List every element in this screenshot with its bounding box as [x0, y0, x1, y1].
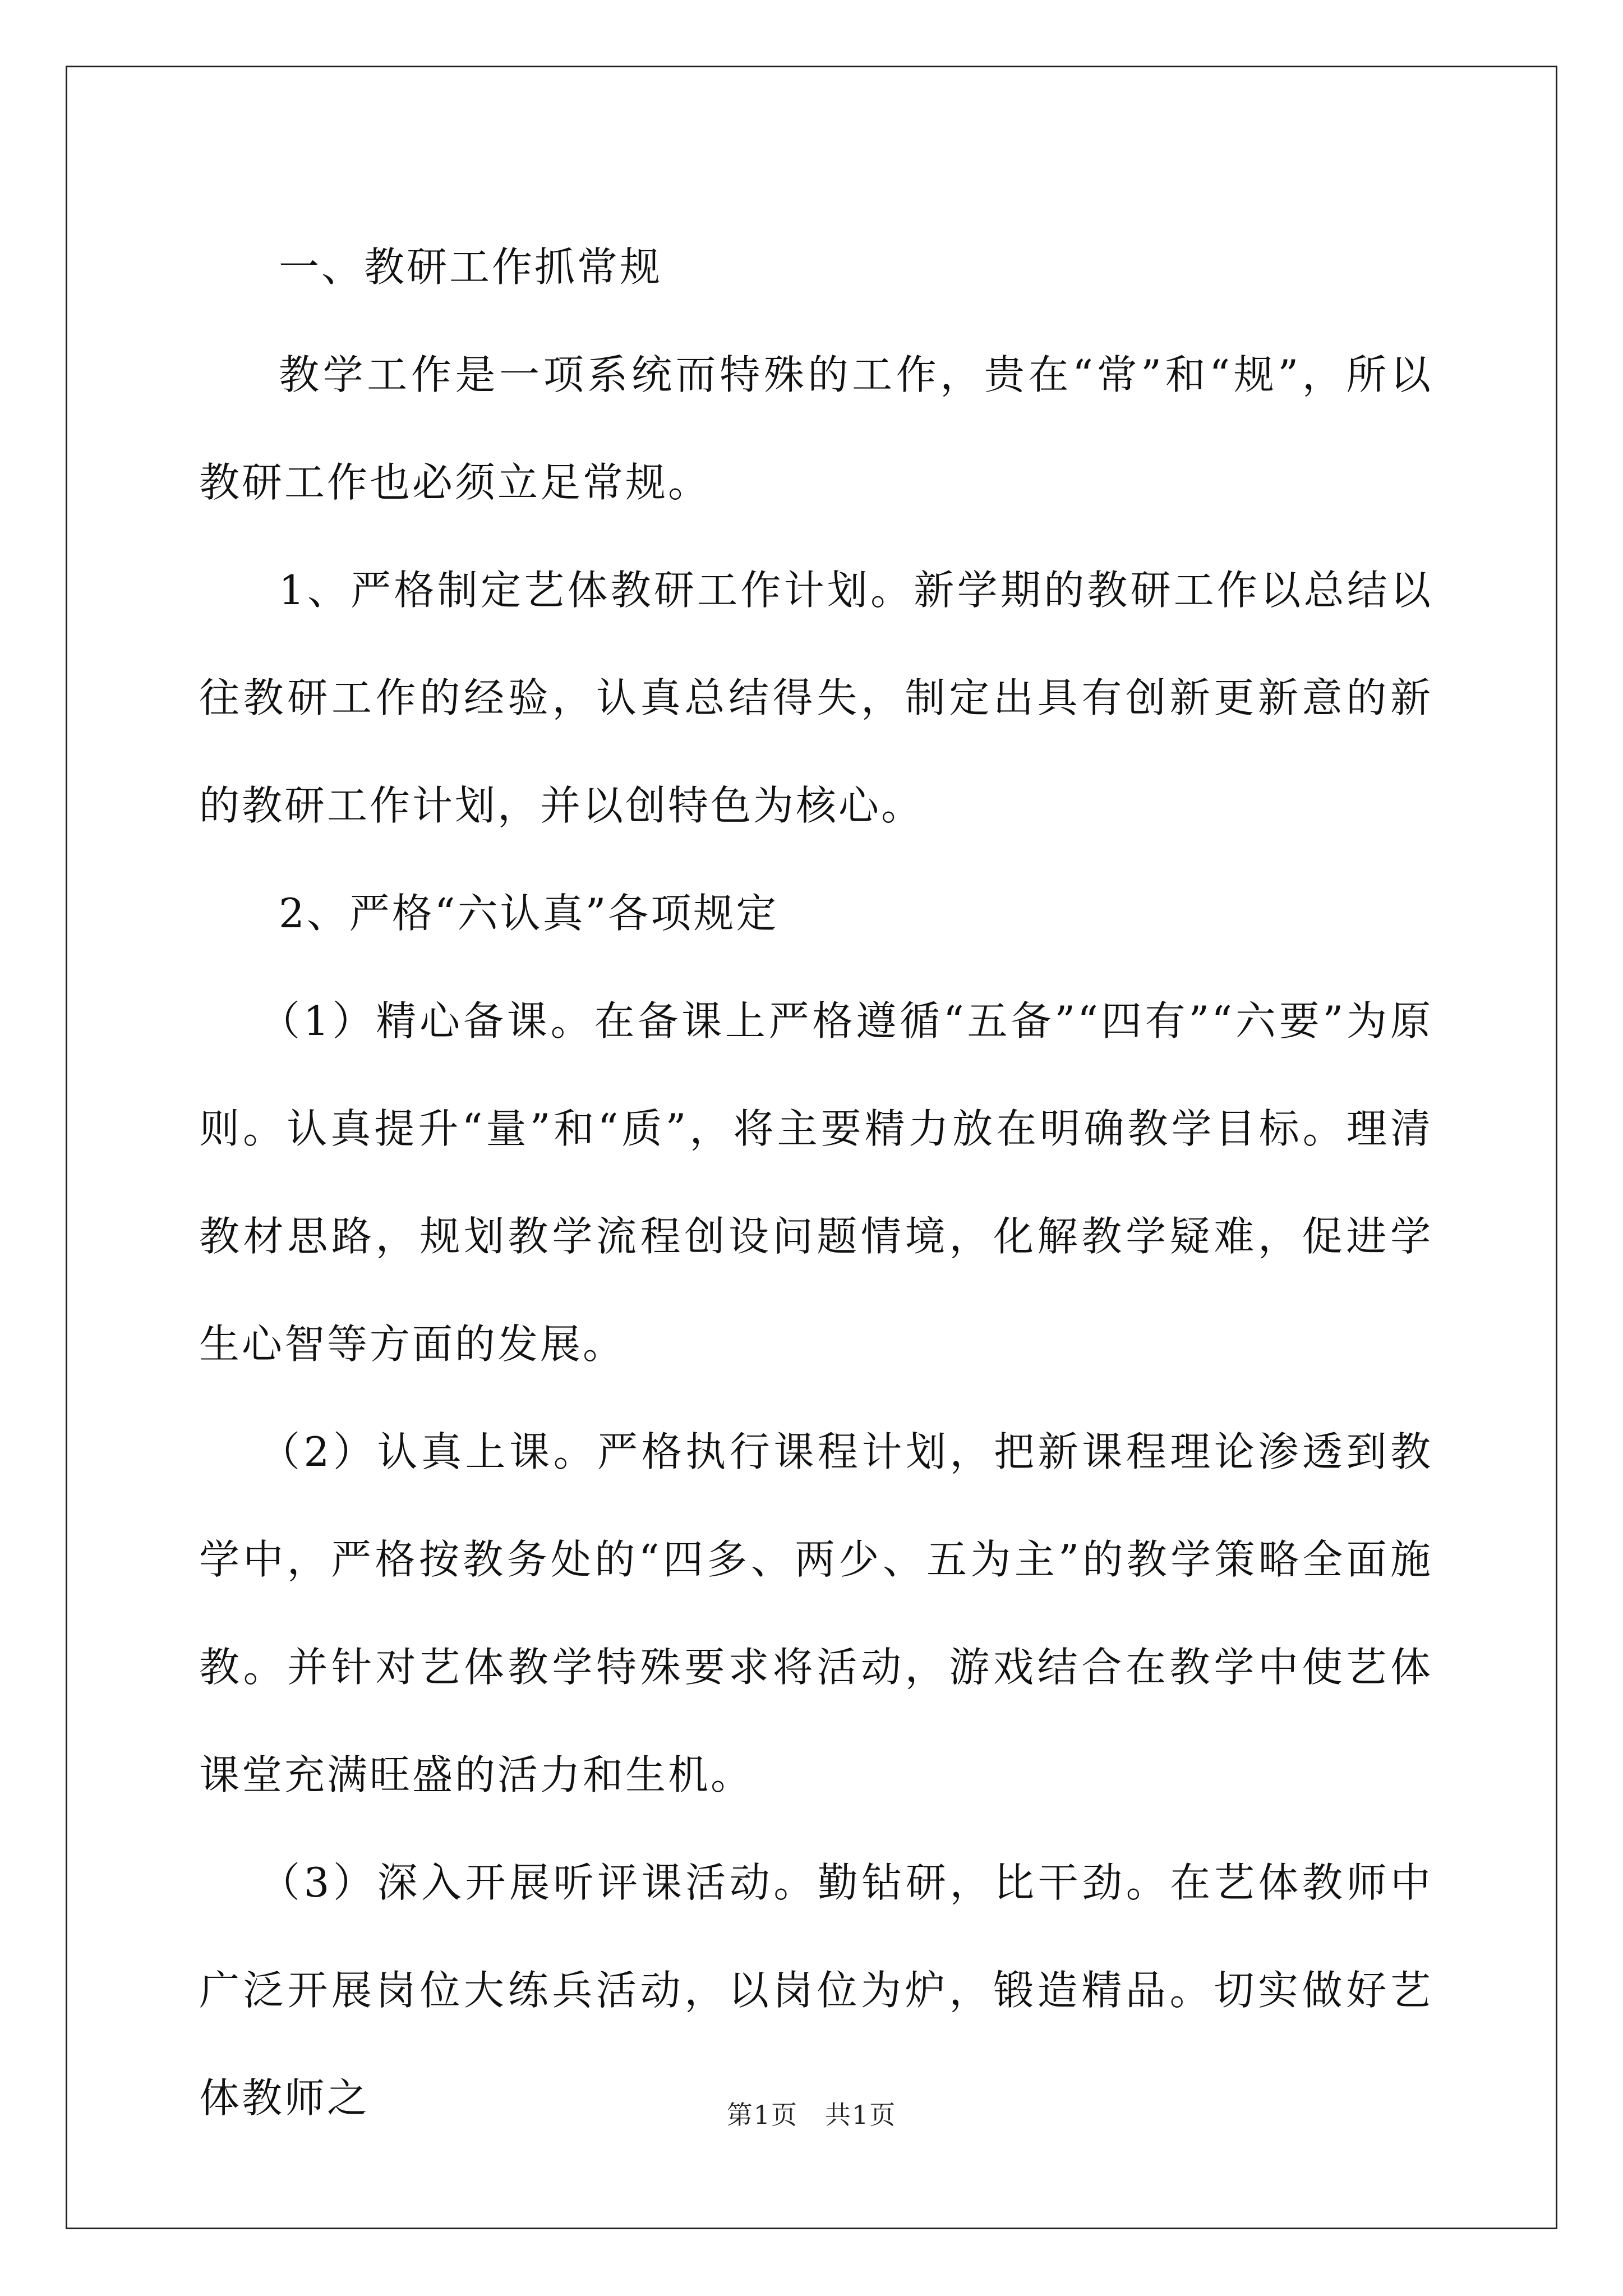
page-total: 共1页: [825, 2100, 897, 2130]
paragraph-intro: 教学工作是一项系统而特殊的工作，贵在“常”和“规”，所以教研工作也必须立足常规。: [199, 351, 1433, 506]
paragraph-item-2: 2、严格“六认真”各项规定: [279, 890, 779, 937]
section-heading: 一、教研工作抓常规: [279, 243, 663, 291]
paragraph-subitem-2: （2）认真上课。严格执行课程计划，把新课程理论渗透到教学中，严格按教务处的“四多、两少、五为主”的教学策略全面施教。并针对艺体教学特殊要求将活动，游戏结合在教学中使艺体课堂充满旺盛的活力和生机。: [199, 1428, 1433, 1798]
paragraph-subitem-1: （1）精心备课。在备课上严格遵循“五备”“四有”“六要”为原则。认真提升“量”和“质”，将主要精力放在明确教学目标。理清教材思路，规划教学流程创设问题情境，化解教学疑难，促进学生心智等方面的发展。: [199, 997, 1433, 1368]
document-body: [199, 213, 1433, 2152]
page-number: 第1页: [726, 2100, 798, 2130]
page-footer: [0, 2095, 1623, 2132]
paragraph-item-1: 1、严格制定艺体教研工作计划。新学期的教研工作以总结以往教研工作的经验，认真总结得失，制定出具有创新更新意的新的教研工作计划，并以创特色为核心。: [199, 567, 1433, 829]
paragraph-subitem-3: （3）深入开展听评课活动。勤钻研，比干劲。在艺体教师中广泛开展岗位大练兵活动，以岗位为炉，锻造精品。切实做好艺体教师之: [199, 1859, 1433, 2122]
